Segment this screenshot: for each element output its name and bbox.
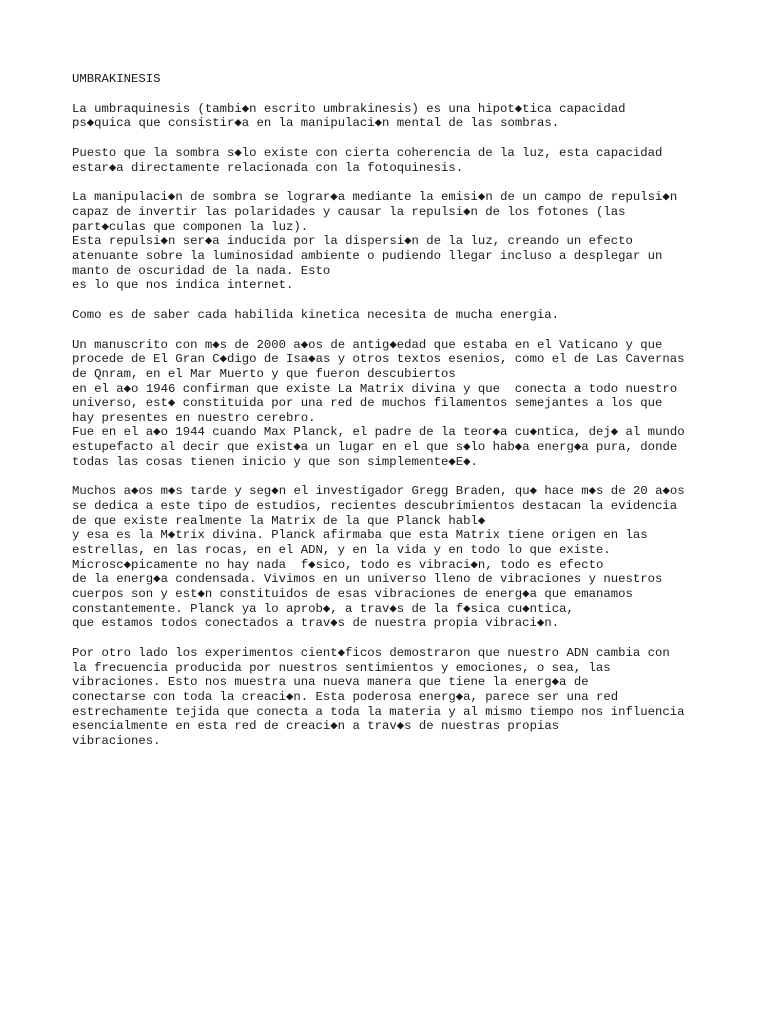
text-line: constantemente. Planck ya lo aprob◆, a trav◆s de la f◆sica cu◆ntica, xyxy=(72,601,574,616)
paragraph-intro xyxy=(72,102,732,131)
text-line: todas las cosas tienen inicio y que son simplemente◆E◆. xyxy=(72,454,478,469)
text-line: capaz de invertir las polaridades y causar la repulsi◆n de los fotones (las xyxy=(72,204,626,219)
text-line: es lo que nos indica internet. xyxy=(72,278,294,293)
text-line: la frecuencia producida por nuestros sentimientos y emociones, o sea, las xyxy=(72,660,611,675)
text-line: Un manuscrito con m◆s de 2000 a◆os de antig◆edad que estaba en el Vaticano y que xyxy=(72,337,663,352)
text-line: se dedica a este tipo de estudios, recientes descubrimientos destacan la evidencia xyxy=(72,499,678,514)
text-line: estupefacto al decir que exist◆a un lugar en el que s◆lo hab◆a energ◆a pura, donde xyxy=(72,440,678,455)
text-line: Fue en el a◆o 1944 cuando Max Planck, el padre de la teor◆a cu◆ntica, dej◆ al mundo xyxy=(72,425,685,440)
text-line: estrechamente tejida que conecta a toda la materia y al mismo tiempo nos influencia xyxy=(72,704,685,719)
text-line: atenuante sobre la luminosidad ambiente o pudiendo llegar incluso a desplegar un xyxy=(72,248,663,263)
text-line: y esa es la M◆trix divina. Planck afirmaba que esta Matrix tiene origen en las xyxy=(72,528,648,543)
text-line: procede de El Gran C◆digo de Isa◆as y otros textos esenios, como el de Las Cavernas xyxy=(72,352,685,367)
text-line: manto de oscuridad de la nada. Esto xyxy=(72,263,331,278)
text-line: de la energ◆a condensada. Vivimos en un universo lleno de vibraciones y nuestros xyxy=(72,572,663,587)
text-line: Esta repulsi◆n ser◆a inducida por la dispersi◆n de la luz, creando un efecto xyxy=(72,234,633,249)
text-line: estrellas, en las rocas, en el ADN, y en la vida y en todo lo que existe. xyxy=(72,543,611,558)
text-line: Microsc◆picamente no hay nada f◆sico, todo es vibraci◆n, todo es efecto xyxy=(72,557,604,572)
paragraph-photokinesis xyxy=(72,146,732,175)
text-line: universo, est◆ constituida por una red de muchos filamentos semejantes a los que xyxy=(72,396,663,411)
text-line: Puesto que la sombra s◆lo existe con cierta coherencia de la luz, esta capacidad xyxy=(72,145,663,160)
text-line: vibraciones. Esto nos muestra una nueva manera que tiene la energ◆a de xyxy=(72,675,589,690)
text-line: en el a◆o 1946 confirman que existe La Matrix divina y que conecta a todo nuestro xyxy=(72,381,678,396)
text-line: esencialmente en esta red de creaci◆n a trav◆s de nuestras propias xyxy=(72,719,560,734)
text-line: de Qnram, en el Mar Muerto y que fueron descubiertos xyxy=(72,366,456,381)
text-line: Muchos a◆os m◆s tarde y seg◆n el investigador Gregg Braden, qu◆ hace m◆s de 20 a◆os xyxy=(72,484,685,499)
document-title: UMBRAKINESIS xyxy=(72,72,161,86)
paragraph-dna xyxy=(72,646,732,749)
text-line: de que existe realmente la Matrix de la que Planck habl◆ xyxy=(72,513,486,528)
text-line: cuerpos son y est◆n constituidos de esas vibraciones de energ◆a que emanamos xyxy=(72,587,633,602)
text-line: part◆culas que componen la luz). xyxy=(72,219,309,234)
text-line: Por otro lado los experimentos cient◆ficos demostraron que nuestro ADN cambia con xyxy=(72,646,670,660)
paragraph-braden xyxy=(72,484,732,631)
text-line: ps◆quica que consistir◆a en la manipulaci◆n mental de las sombras. xyxy=(72,116,560,131)
text-line: hay presentes en nuestro cerebro. xyxy=(72,410,316,425)
text-line: conectarse con toda la creaci◆n. Esta poderosa energ◆a, parece ser una red xyxy=(72,689,619,704)
text-line: La manipulaci◆n de sombra se lograr◆a mediante la emisi◆n de un campo de repulsi◆n xyxy=(72,190,678,205)
text-line: vibraciones. xyxy=(72,733,161,748)
document-body xyxy=(72,72,732,764)
text-line: que estamos todos conectados a trav◆s de nuestra propia vibraci◆n. xyxy=(72,616,560,631)
text-line: estar◆a directamente relacionada con la fotoquinesis. xyxy=(72,160,464,175)
paragraph-energy xyxy=(72,308,732,323)
paragraph-manuscript xyxy=(72,338,732,470)
text-line: Como es de saber cada habilida kinetica necesita de mucha energia. xyxy=(72,307,560,322)
paragraph-manipulation xyxy=(72,190,732,293)
text-line: La umbraquinesis (tambi◆n escrito umbrakinesis) es una hipot◆tica capacidad xyxy=(72,101,626,116)
